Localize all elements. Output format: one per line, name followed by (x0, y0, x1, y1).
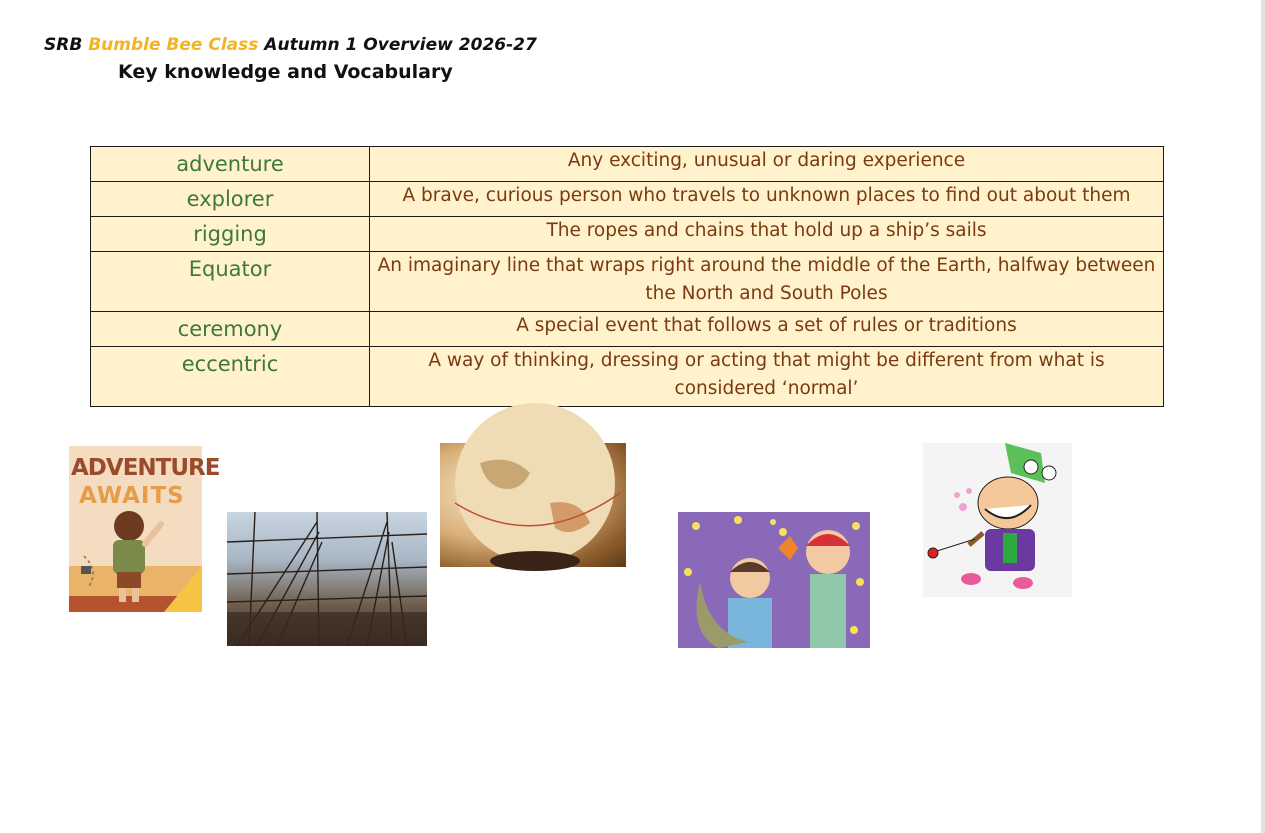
vocab-definition: A brave, curious person who travels to unknown places to find out about them (370, 182, 1164, 217)
vocab-term: rigging (91, 217, 370, 252)
vocab-term: adventure (91, 147, 370, 182)
page-edge (1261, 0, 1265, 833)
book-cover-subtitle: AWAITS (79, 483, 185, 509)
vocab-term: ceremony (91, 312, 370, 347)
book-cover-title: ADVENTURE (71, 455, 220, 481)
ship-rigging-image (227, 512, 427, 646)
vocab-definition: An imaginary line that wraps right around the middle of the Earth, halfway between the North and South Poles (370, 252, 1164, 312)
table-row (91, 147, 1164, 182)
vocab-term: Equator (91, 252, 370, 312)
table-row (91, 347, 1164, 407)
table-row (91, 217, 1164, 252)
vocab-definition: Any exciting, unusual or daring experience (370, 147, 1164, 182)
globe-image (440, 443, 626, 567)
title-suffix: Autumn 1 Overview 2026-27 (258, 35, 537, 55)
table-row (91, 312, 1164, 347)
vocab-term: explorer (91, 182, 370, 217)
vocab-definition: A special event that follows a set of rules or traditions (370, 312, 1164, 347)
children-illustration-image (678, 512, 870, 648)
title-prefix: SRB (44, 35, 89, 55)
table-row (91, 182, 1164, 217)
section-subtitle: Key knowledge and Vocabulary (118, 61, 453, 83)
overview-title (44, 35, 537, 55)
vocab-definition: The ropes and chains that hold up a ship’s sails (370, 217, 1164, 252)
adventure-book-cover-image (69, 446, 220, 612)
vocabulary-table (90, 146, 1164, 407)
table-row (91, 252, 1164, 312)
eccentric-cartoon-image (923, 443, 1072, 597)
vocab-term: eccentric (91, 347, 370, 407)
vocab-definition: A way of thinking, dressing or acting that might be different from what is considered ‘normal’ (370, 347, 1164, 407)
class-name: Bumble Bee Class (88, 35, 259, 55)
